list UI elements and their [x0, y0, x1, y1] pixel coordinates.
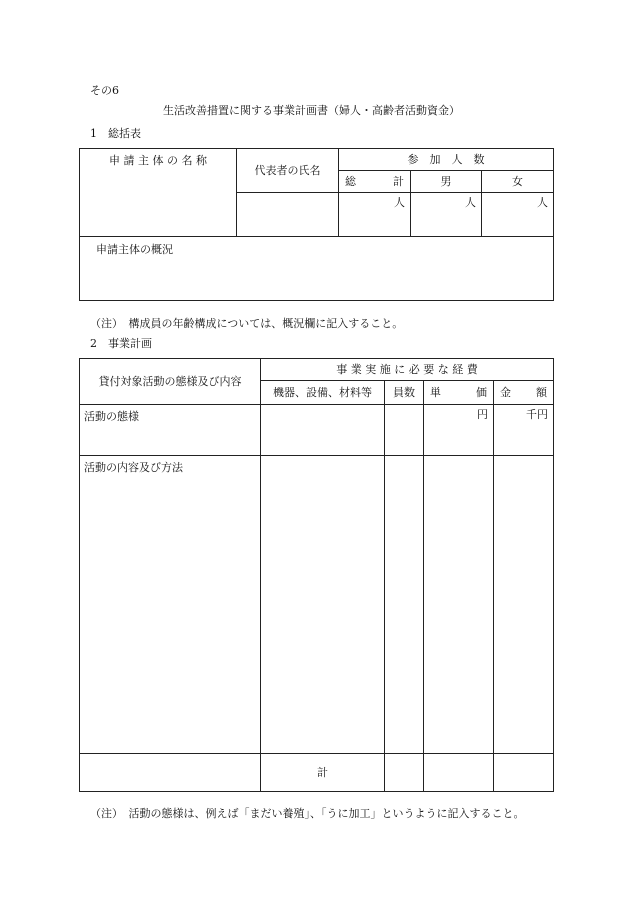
summary-table — [79, 148, 554, 301]
total-count-field[interactable] — [385, 754, 424, 792]
section2-note: （注） 活動の態様は、例えば「まだい養殖」、「うに加工」というように記入すること。 — [90, 807, 525, 820]
activity-mode-field[interactable] — [80, 405, 261, 456]
applicant-name-cell[interactable] — [80, 149, 237, 237]
male-label: 男 — [440, 174, 452, 188]
activity-type-header — [80, 359, 261, 405]
activity-continuation-cell — [80, 754, 261, 792]
equipment-header — [261, 381, 385, 405]
total-row-label: 計 — [317, 765, 328, 779]
count-header — [385, 381, 424, 405]
equipment-field[interactable] — [261, 405, 385, 456]
total-row-label-cell — [261, 754, 385, 792]
unit-price-label-right: 価 — [476, 385, 487, 399]
male-count-field[interactable] — [411, 193, 482, 237]
representative-name-field[interactable] — [237, 193, 339, 237]
activity-type-label: 貸付対象活動の態様及び内容 — [98, 374, 242, 388]
female-count-field[interactable] — [482, 193, 554, 237]
representative-header — [237, 149, 339, 193]
expenses-header — [261, 359, 554, 381]
unit-yen: 円 — [477, 408, 488, 421]
unit-person: 人 — [465, 196, 476, 209]
overview-label: 申請主体の概況 — [96, 243, 173, 256]
unit-person: 人 — [537, 196, 548, 209]
amount-field[interactable] — [494, 405, 554, 456]
female-header — [482, 171, 554, 193]
expenses-label: 事 業 実 施 に 必 要 な 経 費 — [336, 362, 478, 376]
unit-price-field[interactable] — [424, 405, 494, 456]
total-label-right: 計 — [393, 174, 404, 188]
amount-header — [494, 381, 554, 405]
total-label-left: 総 — [345, 174, 356, 188]
female-label: 女 — [512, 174, 523, 188]
plan-table — [79, 358, 554, 792]
count-detail-field[interactable] — [385, 456, 424, 754]
applicant-name-label: 申 請 主 体 の 名 称 — [109, 154, 207, 167]
activity-mode-label: 活動の態様 — [84, 410, 139, 423]
amount-label-right: 額 — [536, 385, 548, 399]
total-unit-price-field[interactable] — [424, 754, 494, 792]
unit-person: 人 — [394, 196, 405, 209]
section1-heading: 1 総括表 — [90, 127, 141, 140]
unit-price-header — [424, 381, 494, 405]
participants-label: 参 加 人 数 — [407, 152, 485, 166]
unit-thousand-yen: 千円 — [526, 408, 549, 421]
amount-label-left: 金 — [500, 385, 511, 399]
representative-label: 代表者の氏名 — [254, 163, 321, 177]
form-number: その6 — [90, 84, 119, 97]
male-header — [411, 171, 482, 193]
unit-price-label-left: 単 — [430, 385, 441, 399]
total-amount-field[interactable] — [494, 754, 554, 792]
section2-heading: 2 事業計画 — [90, 337, 152, 350]
total-header — [339, 171, 411, 193]
equipment-label: 機器、設備、材料等 — [273, 385, 372, 399]
activity-content-label: 活動の内容及び方法 — [84, 461, 183, 474]
overview-field[interactable] — [80, 237, 554, 301]
section1-note: （注） 構成員の年齢構成については、概況欄に記入すること。 — [90, 317, 404, 330]
activity-content-field[interactable] — [80, 456, 261, 754]
total-count-field[interactable] — [339, 193, 411, 237]
count-label: 員数 — [393, 385, 415, 399]
count-field[interactable] — [385, 405, 424, 456]
amount-detail-field[interactable] — [494, 456, 554, 754]
participants-header — [339, 149, 554, 171]
equipment-detail-field[interactable] — [261, 456, 385, 754]
document-title: 生活改善措置に関する事業計画書（婦人・高齢者活動資金） — [163, 104, 460, 117]
unit-price-detail-field[interactable] — [424, 456, 494, 754]
